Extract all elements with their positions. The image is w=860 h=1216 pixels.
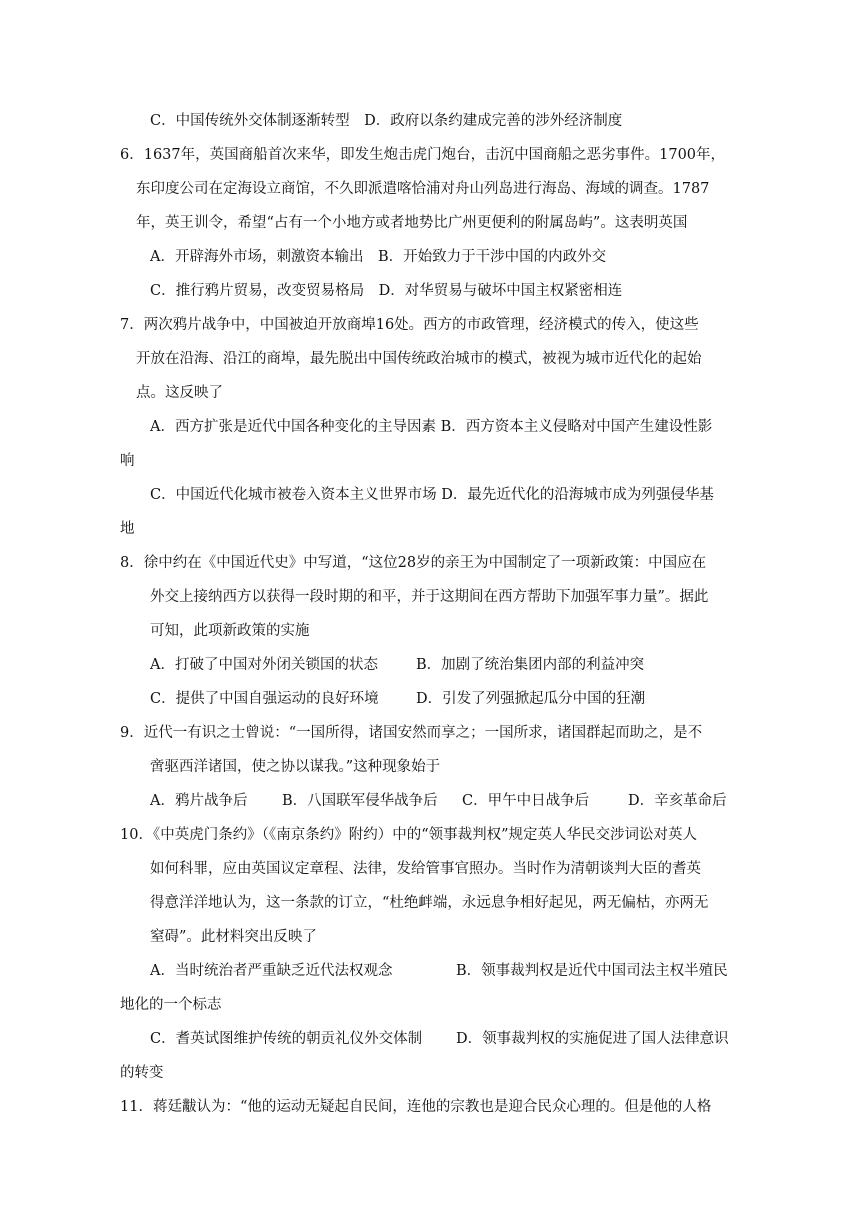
q9-option-c: C．甲午中日战争后 xyxy=(462,793,590,809)
q9-stem-line-2: 啻驱西洋诸国，使之协以谋我。”这种现象始于 xyxy=(150,759,441,775)
q7-stem-line-1: 7．两次鸦片战争中，中国被迫开放商埠16处。西方的市政管理，经济模式的传入，使这些 xyxy=(120,317,699,333)
q10-option-d-line-2: 的转变 xyxy=(120,1065,164,1081)
q8-stem-line-2: 外交上接纳西方以获得一段时期的和平，并于这期间在西方帮助下加强军事力量”。据此 xyxy=(150,589,709,605)
q9-option-a: A．鸦片战争后 xyxy=(150,793,248,809)
q6-options-cd: C．推行鸦片贸易，改变贸易格局 D．对华贸易与破坏中国主权紧密相连 xyxy=(150,283,623,299)
q11-stem-line-1: 11．蒋廷黻认为：“他的运动无疑起自民间，连他的宗教也是迎合民众心理的。但是他的人格 xyxy=(120,1099,712,1115)
q6-stem-line-1: 6．1637年，英国商船首次来华，即发生炮击虎门炮台，击沉中国商船之恶劣事件。1700年， xyxy=(120,147,726,163)
q6-options-ab: A．开辟海外市场，刺激资本输出 B．开始致力于干涉中国的内政外交 xyxy=(150,249,607,265)
q10-option-a: A．当时统治者严重缺乏近代法权观念 xyxy=(150,963,393,979)
q8-option-a: A．打破了中国对外闭关锁国的状态 xyxy=(150,657,378,673)
q10-option-b-line-2: 地化的一个标志 xyxy=(120,997,222,1013)
q7-options-ab-line-2: 响 xyxy=(120,453,135,469)
q10-stem-line-4: 窒碍”。此材料突出反映了 xyxy=(150,929,317,945)
q7-options-cd-line-1: C．中国近代化城市被卷入资本主义世界市场 D．最先近代化的沿海城市成为列强侵华基 xyxy=(150,487,714,503)
q7-stem-line-3: 点。这反映了 xyxy=(136,385,223,401)
q8-option-d: D．引发了列强掀起瓜分中国的狂潮 xyxy=(416,691,646,707)
q8-stem-line-1: 8．徐中约在《中国近代史》中写道，“这位28岁的亲王为中国制定了一项新政策：中国应在 xyxy=(120,555,707,571)
q8-stem-line-3: 可知，此项新政策的实施 xyxy=(150,623,310,639)
q10-stem-line-3: 得意洋洋地认为，这一条款的订立，“杜绝衅端，永远息争相好起见，两无偏枯，亦两无 xyxy=(150,895,709,911)
q7-options-ab-line-1: A．西方扩张是近代中国各种变化的主导因素 B．西方资本主义侵略对中国产生建设性影 xyxy=(150,419,713,435)
q8-option-b: B．加剧了统治集团内部的利益冲突 xyxy=(416,657,645,673)
q10-option-d-line-1: D．领事裁判权的实施促进了国人法律意识 xyxy=(456,1031,729,1047)
q8-option-c: C．提供了中国自强运动的良好环境 xyxy=(150,691,379,707)
q10-stem-line-1: 10．《中英虎门条约》（《南京条约》附约）中的“领事裁判权”规定英人华民交涉词讼对英人 xyxy=(120,827,698,843)
q9-option-b: B．八国联军侵华战争后 xyxy=(282,793,438,809)
q7-options-cd-line-2: 地 xyxy=(120,521,135,537)
q6-stem-line-2: 东印度公司在定海设立商馆，不久即派遣喀恰浦对舟山列岛进行海岛、海域的调查。1787 xyxy=(136,181,710,197)
q9-option-d: D．辛亥革命后 xyxy=(628,793,727,809)
q5-options-cd: C．中国传统外交体制逐渐转型 D．政府以条约建成完善的涉外经济制度 xyxy=(150,113,623,129)
q10-option-b-line-1: B．领事裁判权是近代中国司法主权半殖民 xyxy=(456,963,728,979)
q7-stem-line-2: 开放在沿海、沿江的商埠，最先脱出中国传统政治城市的模式，被视为城市近代化的起始 xyxy=(136,351,702,367)
q10-option-c: C．耆英试图维护传统的朝贡礼仪外交体制 xyxy=(150,1031,423,1047)
q10-stem-line-2: 如何科罪，应由英国议定章程、法律，发给管事官照办。当时作为清朝谈判大臣的耆英 xyxy=(150,861,701,877)
q9-stem-line-1: 9．近代一有识之士曾说：“一国所得，诸国安然而享之；一国所求，诸国群起而助之，是不 xyxy=(120,725,703,741)
q6-stem-line-3: 年，英王训令，希望“占有一个小地方或者地势比广州更便利的附属岛屿”。这表明英国 xyxy=(136,215,688,231)
